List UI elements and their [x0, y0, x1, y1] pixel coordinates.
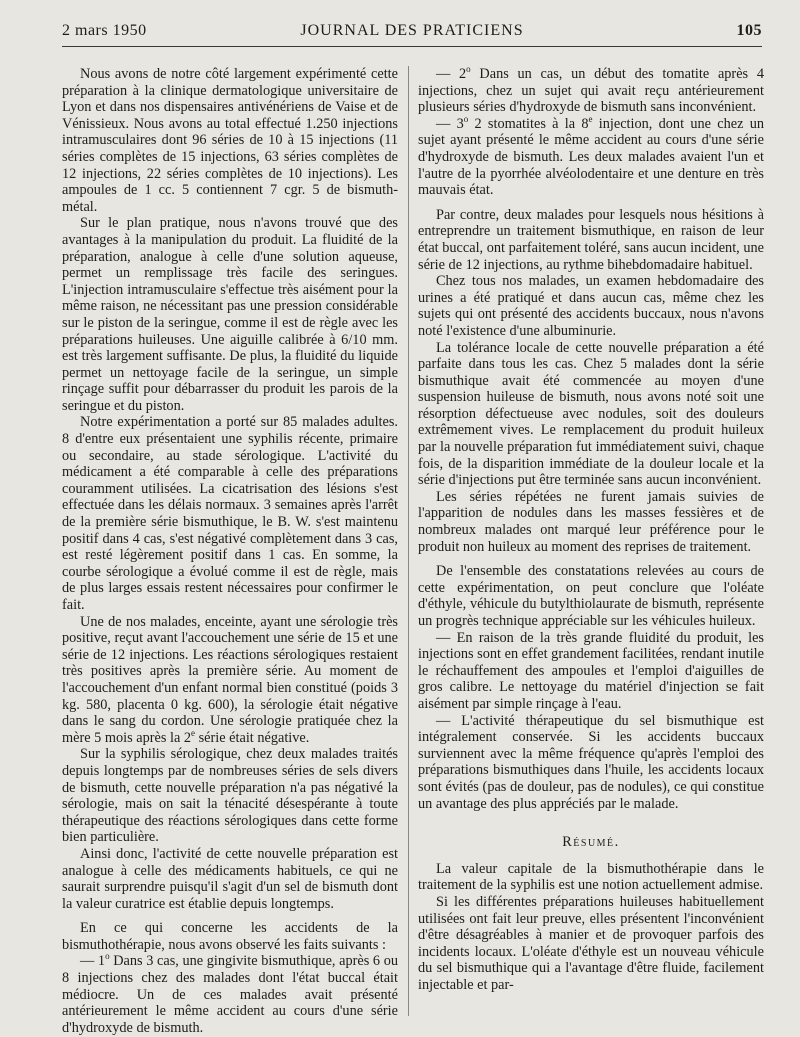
text-run: injection, dont une chez un sujet ayant présenté le même accident au cours d'une série d'hydroxyde de bismuth. Les deux malades avaient l'un et l'autre de la pyorrhée alvéolodentaire et une denture en très mauvais état.: [418, 115, 764, 199]
paragraph: — L'activité thérapeutique du sel bismuthique est intégralement conservée. Si les accidents buccaux surviennent avec la même fréquence qu'après l'emploi des préparations bismuthiques dans l'huile, les accidents locaux sont évités (pas de douleur, pas de nodules), ce qui constitue un avantage des plus appréciés par le malade.: [418, 712, 764, 812]
paragraph: [62, 614, 398, 747]
superscript: o: [463, 114, 469, 125]
left-column: [62, 66, 398, 1036]
superscript: o: [466, 64, 471, 75]
paragraph: [418, 66, 764, 116]
paragraph: — En raison de la très grande fluidité du produit, les injections sont en effet grandement facilitées, rendant inutile le réchauffement des ampoules et l'emploi d'aiguilles de gros calibre. Le nettoyage du matériel d'injection se fait aisément par simple rinçage à l'eau.: [418, 629, 764, 712]
text-run: 2 stomatites à la 8: [468, 115, 589, 132]
paragraph: Les séries répétées ne furent jamais suivies de l'apparition de nodules dans les masses fessières et de nombreux malades ont marqué leur préférence pour le produit non huileux au moment des reprises de traitement.: [418, 488, 764, 555]
page-number: 105: [736, 22, 762, 39]
text-run: — 1: [80, 953, 106, 970]
text-run: Dans un cas, un début des tomatite après 4 injections, chez un sujet qui avait reçu antérieurement plusieurs séries d'hydroxyde de bismuth sans inconvénient.: [418, 66, 764, 116]
issue-date: 2 mars 1950: [62, 22, 147, 39]
right-column: [418, 66, 764, 993]
paragraph: Sur la syphilis sérologique, chez deux malades traités depuis longtemps par de nombreuses séries de sels divers de bismuth, cette nouvelle préparation n'a pas négativé la sérologie, mais on sait la ténacité désespérante à toute thérapeutique des réactions sérologiques dans cette forme bien particulière.: [62, 746, 398, 846]
paragraph: Notre expérimentation a porté sur 85 malades adultes. 8 d'entre eux présentaient une syphilis récente, primaire ou secondaire, au stade sérologique. L'activité du médicament a été comparable à celle des préparations couramment utilisées. La cicatrisation des lésions s'est effectuée dans les délais normaux. 3 semaines après l'arrêt de la première série bismuthique, le B. W. s'est maintenu positif dans 4 cas, s'est négativé complètement dans 3 cas, est resté légèrement positif dans 1 cas. En somme, la courbe sérologique a évolué comme il est de règle, mais de plus larges essais restent nécessaires pour confirmer le fait.: [62, 414, 398, 613]
text-run: Dans 3 cas, une gingivite bismuthique, après 6 ou 8 injections chez des malades dont l'état buccal était médiocre. Un de ces malades avait présenté antérieurement le même accident au cours d'une série d'hydroxyde de bismuth.: [62, 953, 398, 1036]
paragraph: Par contre, deux malades pour lesquels nous hésitions à entreprendre un traitement bismuthique, en raison de leur état buccal, ont parfaitement toléré, sans aucun incident, une série de 12 injections, au rythme bihebdomadaire habituel.: [418, 206, 764, 273]
page-header: [62, 22, 762, 46]
paragraph: La valeur capitale de la bismuthothérapie dans le traitement de la syphilis est une notion actuellement admise.: [418, 860, 764, 894]
paragraph: [62, 953, 398, 1036]
paragraph: Sur le plan pratique, nous n'avons trouvé que des avantages à la manipulation du produit. La fluidité de la préparation, analogue à celle d'une solution aqueuse, permet un remplissage très facile des seringues. L'injection intramusculaire s'effectue très aisément pour la même raison, ne nécessitant pas une pression considérable sur le piston de la seringue, comme il est de règle avec les préparations huileuses. Une aiguille calibrée à 6/10 mm. est très largement suffisante. De plus, la fluidité du liquide permet un nettoyage facile de la seringue, un simple rinçage suffit pour débarrasser du produit les parois de la seringue et du piston.: [62, 215, 398, 414]
paragraph: Nous avons de notre côté largement expérimenté cette préparation à la clinique dermatologique universitaire de Lyon et dans nos dispensaires antivénériens de Vaise et de Vénissieux. Nous avons au total effectué 1.250 injections intramusculaires dont 96 séries de 10 à 15 injections (11 séries complètes de 15 injections, 63 séries complètes de 12 injections, 22 séries complètes de 10 injections). Les ampoules de 1 cc. 5 contiennent 7 cgr. 5 de bismuth-métal.: [62, 66, 398, 215]
journal-title: JOURNAL DES PRATICIENS: [300, 22, 524, 39]
section-heading-resume: Résumé.: [562, 834, 620, 851]
superscript: e: [588, 114, 593, 125]
paragraph: Chez tous nos malades, un examen hebdomadaire des urines a été pratiqué et dans aucun cas, même chez les sujets qui ont présenté des accidents buccaux, nous n'avons noté l'existence d'une albuminurie.: [418, 273, 764, 339]
superscript: o: [105, 951, 110, 962]
column-divider: [408, 66, 409, 1016]
paragraph: [418, 116, 764, 199]
text-run: Une de nos malades, enceinte, ayant une sérologie très positive, reçut avant l'accouchement une série de 15 et une série de 12 injections. Les réactions sérologiques restaient très positives après la première série. Au moment de l'accouchement d'un enfant normal bien constitué (poids 3 kg. 580, placenta 0 kg. 600), la sérologie était négative dans le sang du cordon. Une sérologie pratiquée chez la mère 5 mois après la 2: [62, 613, 398, 746]
paragraph: Ainsi donc, l'activité de cette nouvelle préparation est analogue à celle des médicaments habituels, ce qui ne saurait surprendre puisqu'il s'agit d'un sel de bismuth dont la valeur curatrice est établie depuis longtemps.: [62, 845, 398, 912]
header-rule: [62, 46, 762, 47]
paragraph: De l'ensemble des constatations relevées au cours de cette expérimentation, on peut conclure que l'oléate d'éthyle, véhicule du butylthiolaurate de bismuth, représente un progrès technique appréciable sur les véhicules huileux.: [418, 563, 764, 629]
text-run: série était négative.: [195, 729, 310, 746]
paragraph: La tolérance locale de cette nouvelle préparation a été parfaite dans tous les cas. Chez 5 malades dont la série bismuthique avait été commencée au moyen d'une suspension huileuse de bismuth, nous avons noté soit une résorption défectueuse avec nodules, soit des douleurs extrêmement vives. Le remplacement du produit huileux par la nouvelle préparation fut immédiatement suivi, chaque fois, de la disparition immédiate de la douleur locale et la série d'injections put être terminée sans aucun inconvénient.: [418, 339, 764, 489]
paragraph: En ce qui concerne les accidents de la bismuthothérapie, nous avons observé les faits suivants :: [62, 920, 398, 953]
text-run: — 3: [436, 115, 464, 132]
paragraph: Si les différentes préparations huileuses habituellement utilisées ont fait leur preuve, elles présentent l'inconvénient d'être désagréables à manier et de provoquer parfois des incidents locaux. L'oléate d'éthyle est un nouveau véhicule du sel bismuthique qui a l'avantage d'être fluide, facilement injectable et par-: [418, 893, 764, 993]
superscript: e: [191, 727, 196, 738]
text-run: — 2: [436, 66, 467, 82]
